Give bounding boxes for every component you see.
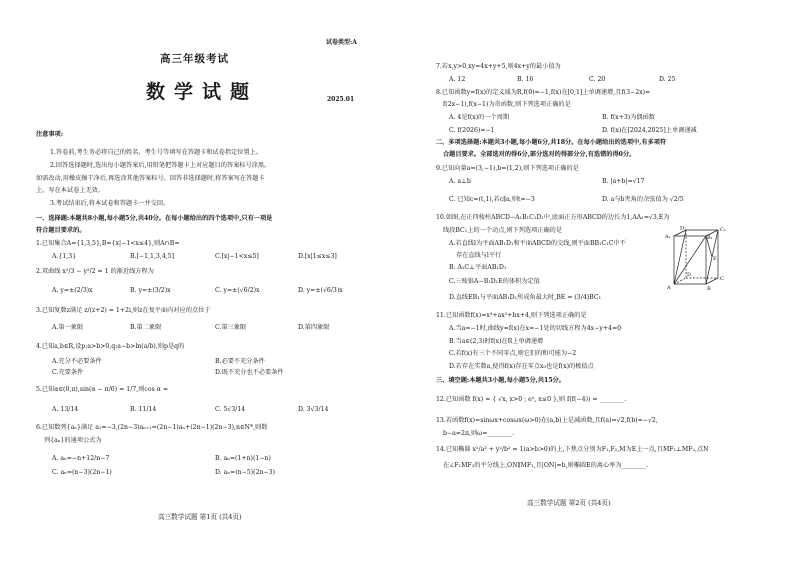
label-b1: B₁ — [707, 235, 713, 241]
option: D. 3√3/14 — [298, 406, 329, 413]
option: A.{1,3} — [52, 253, 77, 260]
notice-line: 如需改动,用橡皮擦干净后,再选涂其他答案标号。回答非选择题时,将答案写在答题卡 — [36, 175, 265, 182]
option: D. aₙ=(n−5)(2n−3) — [215, 469, 276, 476]
notice-line: 2.回答选择题时,选出每小题答案后,用铅笔把答题卡上对应题目的答案标号涂黑。 — [50, 162, 271, 169]
exam-header: 高三年级考试 — [160, 53, 229, 65]
question-7: 7.若x,y>0,xy=4x+y+5,则4x+y的最小值为 — [436, 63, 561, 70]
notice-title: 注意事项: — [36, 131, 64, 138]
section-heading: 一、选择题:本题共8小题,每小题5分,共40分。在每小题给出的四个选项中,只有一项是 — [36, 215, 273, 222]
question-5: 5.已知α∈(0,π),sin(α − π/6) = 1/7,则cos α = — [36, 386, 169, 393]
option: C.[x|−1<x≤5] — [215, 253, 259, 260]
option: A.第一象限 — [52, 324, 84, 331]
label-c: C — [720, 276, 724, 282]
option: C.充要条件 — [52, 369, 84, 376]
option: C. 5√3/14 — [215, 406, 246, 413]
option: B. f(x+3)为偶函数 — [602, 114, 655, 121]
option: B.[−1,1,3,4,5] — [130, 253, 175, 260]
exam-date: 2025.01 — [327, 96, 355, 103]
option: A. aₙ=−n+12/n−7 — [52, 455, 110, 462]
option: A.当a=−1时,曲线y=f(x)在x=−1处的切线方程为4x−y+4=0 — [449, 325, 622, 332]
question-6-cont: 列{aₙ}的通项公式为 — [44, 437, 102, 444]
notice-line: 1.答卷前,考生务必将自己的姓名、考生号等填写在答题卡和试卷指定位置上。 — [50, 149, 263, 156]
option: D.直线EB₁与平面AB₁D₁所成角最大时,BE = (3/4)BC₁ — [449, 294, 602, 301]
section-heading: 二、多项选择题:本题共3小题,每小题6分,共18分。在每小题给出的选项中,有多项符 — [436, 139, 667, 146]
question-14-cont: 在∠F₁MF₂的平分线上,ON∥MF₁,且|ON|=b,则椭圆E的离心率为________. — [443, 462, 649, 469]
option: D.[x|1≤x≤3] — [298, 253, 337, 260]
option: B. 16 — [517, 76, 534, 83]
label-b: B — [707, 286, 711, 292]
question-11: 11.已知函数f(x)=x³+ax²+bx+4,则下列选项正确的是 — [436, 312, 587, 319]
option: B.第二象限 — [130, 324, 162, 331]
option: A.若直线l为平面AB₁D₁和平面ABCD的交线,则平面BB₁C₁C中不 — [449, 240, 626, 247]
question-13: 13.若函数f(x)=sinωx+cosωx(ω>0)在(a,b)上是减函数,且f(a)=√2,f(b)=−√2, — [436, 417, 658, 424]
option: D. a与b夹角的余弦值为 √2/5 — [602, 196, 684, 203]
option: C. y=±(√6/2)x — [215, 287, 260, 294]
option: C. aₙ=(n−3)(2n−1) — [52, 469, 112, 476]
section-heading: 符合题目要求的。 — [36, 227, 86, 234]
option: C. f(2026)=−1 — [449, 127, 495, 134]
option: D.第四象限 — [298, 324, 330, 331]
question-10: 10.如图,在正四棱柱ABCD−A₁B₁C₁D₁中,底面正方形ABCD的边长为1,AA₁=√3,E为 — [436, 214, 670, 221]
option: D. f(x)在[2024,2025]上单调递减 — [602, 127, 697, 134]
notice-line: 上。写在本试卷上无效。 — [36, 187, 105, 194]
label-a1: A₁ — [665, 234, 671, 240]
page-title: 数学试题 — [146, 81, 259, 103]
question-14: 14.已知椭圆 x²/a² + y²/b² = 1(a>b>0)的上,下焦点分别为F₁,F₂,M为E上一点,且MF₁⊥MF₂,点N — [436, 446, 709, 453]
label-d: D — [687, 272, 692, 278]
section-heading: 合题目要求。全部选对的得6分,部分选对的得部分分,有选错的得0分。 — [443, 151, 636, 158]
label-c1: C₁ — [720, 227, 726, 233]
label-d1: D₁ — [680, 226, 687, 232]
option: A. y=±(2/3)x — [52, 287, 93, 294]
label-a: A — [667, 285, 671, 291]
option: C. 已知c=(t,1),若c∥a,则t=−3 — [449, 196, 535, 203]
notice-line: 3.考试结束后,将本试卷和答题卡一并交回。 — [50, 200, 170, 207]
question-6: 6.已知数列{aₙ}满足 a₁=−3,(2n−3)aₙ₊₁=(2n−1)aₙ+(2n−1)(2n−3),n∈N*,则数 — [36, 424, 268, 431]
question-2: 2.双曲线 x²/3 − y²/2 = 1 的渐近线方程为 — [36, 268, 154, 275]
option: B.当a∈(2,3)时f(x)在R上单调递增 — [449, 338, 544, 345]
section-heading: 三、填空题:本题共3小题,每小题5分,共15分。 — [436, 377, 565, 384]
option-cont: 存在直线与l平行 — [456, 252, 502, 259]
option: C. 20 — [589, 76, 606, 83]
option: D.既不充分也不必要条件 — [215, 369, 284, 376]
option: C.三棱锥A−B₁D₁E的体积为定值 — [449, 278, 540, 285]
prism-figure — [662, 226, 732, 292]
question-9: 9.已知向量a=(3,−1),b=(1,2),则下列选项正确的是 — [436, 165, 579, 172]
option: B. 11/14 — [130, 406, 157, 413]
question-3: 3.已知复数z满足 z/(z+2) = 1+2i,则z在复平面内对应的点位于 — [36, 307, 211, 314]
option: C.若f(x)有三个不同零点,则它们的和可能为−2 — [449, 350, 577, 357]
option: A. 12 — [449, 76, 466, 83]
question-12: 12.已知函数 f(x) = { √x, x>0 ; eˣ, x≤0 },则 f(f(−4)) = ________. — [436, 396, 627, 403]
page-right — [397, 0, 794, 561]
option: A. 13/14 — [52, 406, 79, 413]
question-8-cont: f(2x−1),f(x−1)为奇函数,则下列选项正确的是 — [443, 101, 571, 108]
option: D.若存在实数a,使得f(x)存在零点x₀也是f(x)的极值点 — [449, 363, 594, 370]
option: B.必要不充分条件 — [215, 358, 265, 365]
question-13-cont: b−a=2π,则ω=________. — [443, 430, 515, 437]
option: B. aₙ=(1+n)(1−n) — [215, 455, 271, 462]
option: C.第三象限 — [215, 324, 247, 331]
option: A. 4是f(x)的一个周期 — [449, 114, 510, 121]
option: A. a⊥b — [449, 178, 471, 185]
page-footer: 高三数学试题 第1页 (共4页) — [158, 513, 242, 521]
option: B. A₁C⊥平面AB₁D₁ — [449, 264, 507, 271]
paper-type: 试卷类型:A — [326, 39, 357, 46]
question-4: 4.已知a,b∈R,设p:a>b>0,q:a−b>ln(a/b),则p是q的 — [36, 343, 185, 350]
edge-bc — [706, 278, 718, 284]
label-e: E — [713, 256, 717, 262]
question-10-cont: 线段BC₁上的一个动点,则下列选项正确的是 — [443, 227, 563, 234]
question-8: 8.已知函数y=f(x)的定义域为R,f(0)=−1,f(x)在[0,1]上单调递增,且f(3−2x)= — [436, 89, 651, 96]
page-footer: 高三数学试题 第2页 (共4页) — [527, 499, 611, 507]
option: B. y=±(3/2)x — [130, 287, 171, 294]
option: D. 25 — [659, 76, 676, 83]
option: D. y=±(√6/3)x — [298, 287, 343, 294]
option: B. |a+b|=√17 — [602, 178, 645, 185]
diag-ad1 — [674, 230, 686, 284]
question-1: 1.已知集合A={1,3,5},B={x|−1<x≤4},则A∩B= — [36, 240, 180, 247]
option: A.充分不必要条件 — [52, 358, 102, 365]
